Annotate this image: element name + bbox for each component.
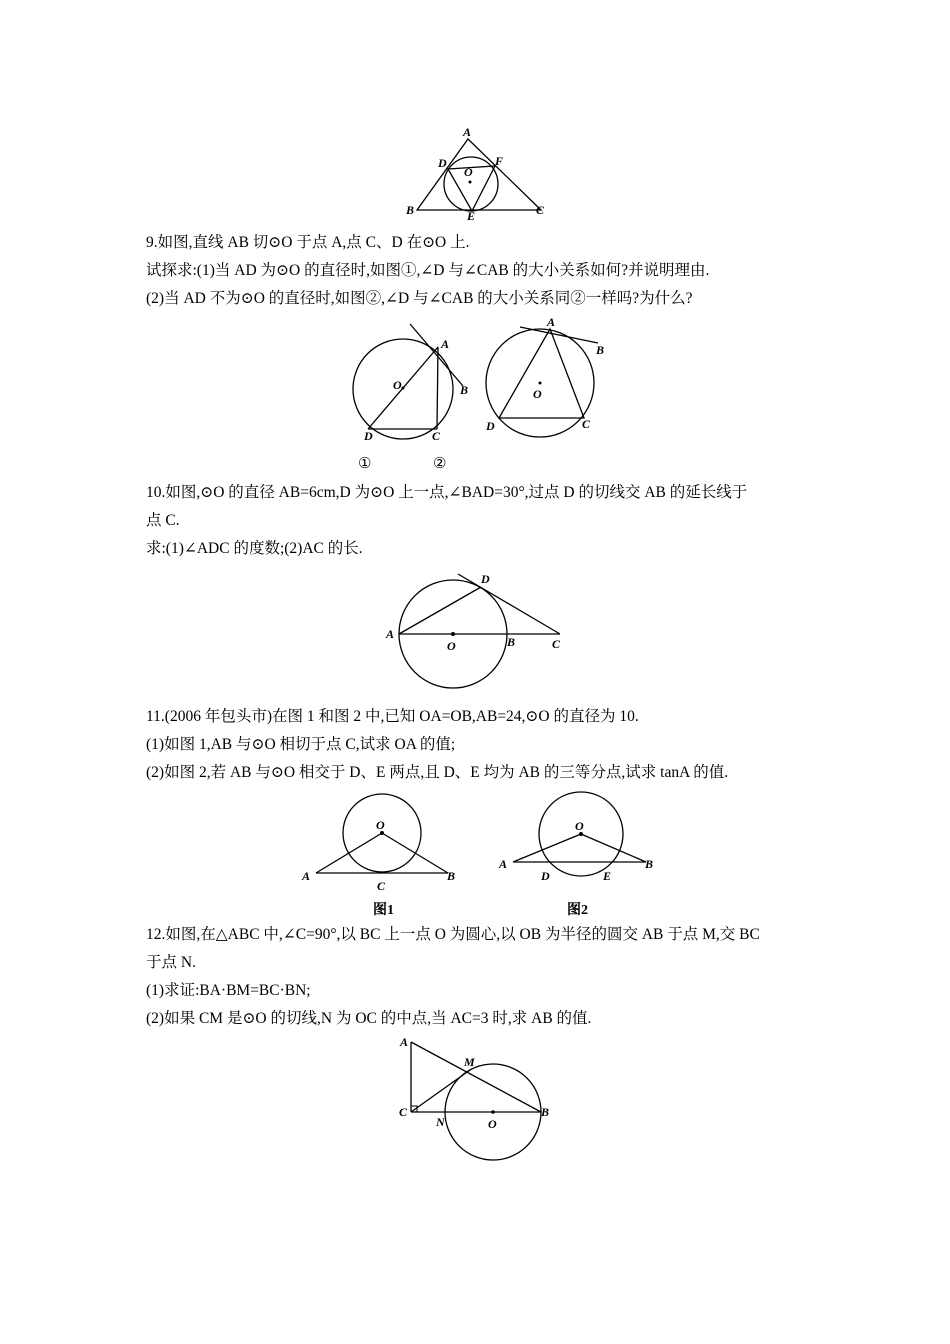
caption-fig2: 图2 (567, 903, 588, 918)
label-e: E (603, 869, 612, 883)
label-o: O (376, 818, 385, 832)
label-n: N (436, 1115, 445, 1129)
label-o: O (464, 165, 473, 179)
chord-ad (399, 587, 481, 634)
figure-q11-1 (298, 796, 473, 920)
q11-line-1: 11.(2006 年包头市)在图 1 和图 2 中,已知 OA=OB,AB=24,⊙O 的直径为 10. (146, 708, 639, 725)
label-o: O (533, 387, 542, 401)
tangent-ab (520, 327, 598, 343)
figure-q12 (396, 1034, 566, 1164)
q12-line-2: 于点 N. (146, 954, 196, 971)
label-a: A (547, 315, 556, 329)
label-b: B (447, 869, 456, 883)
q10-line-1: 10.如图,⊙O 的直径 AB=6cm,D 为⊙O 上一点,∠BAD=30°,过点 D 的切线交 AB 的延长线于 (146, 484, 748, 501)
label-b: B (406, 203, 415, 217)
segment-oa (316, 833, 382, 873)
label-o: O (575, 819, 584, 833)
label-a: A (400, 1035, 409, 1049)
q9-line-3: (2)当 AD 不为⊙O 的直径时,如图②,∠D 与∠CAB 的大小关系同②一样吗?为什么? (146, 290, 693, 307)
caption-fig1: 图1 (373, 903, 394, 918)
label-c: C (582, 417, 591, 431)
figure-q10 (380, 568, 580, 692)
figure-q9-2 (420, 316, 620, 472)
q12-line-3: (1)求证:BA·BM=BC·BN; (146, 982, 311, 999)
segment-cm (411, 1070, 470, 1112)
label-a: A (302, 869, 311, 883)
label-o: O (393, 378, 402, 392)
label-b: B (645, 857, 654, 871)
caption-1: ① (358, 456, 372, 472)
caption-2: ② (433, 456, 447, 472)
label-a: A (386, 627, 395, 641)
segment-ob (581, 834, 646, 862)
center-dot (469, 181, 472, 184)
q10-line-3: 求:(1)∠ADC 的度数;(2)AC 的长. (146, 540, 363, 557)
label-b: B (541, 1105, 550, 1119)
label-f: F (495, 154, 504, 168)
label-c: C (552, 637, 561, 651)
label-b: B (507, 635, 516, 649)
q9-line-1: 9.如图,直线 AB 切⊙O 于点 A,点 C、D 在⊙O 上. (146, 234, 470, 251)
label-e: E (467, 209, 476, 223)
center-dot (491, 1110, 495, 1114)
q12-line-1: 12.如图,在△ABC 中,∠C=90°,以 BC 上一点 O 为圆心,以 OB 为半径的圆交 AB 于点 M,交 BC (146, 926, 760, 943)
label-b: B (596, 343, 605, 357)
hypotenuse-ab (411, 1042, 541, 1112)
triangle-abc (417, 139, 541, 210)
q11-line-2: (1)如图 1,AB 与⊙O 相切于点 C,试求 OA 的值; (146, 736, 456, 753)
label-d: D (541, 869, 550, 883)
q11-line-3: (2)如图 2,若 AB 与⊙O 相交于 D、E 两点,且 D、E 均为 AB 的三等分点,试求 tanA 的值. (146, 764, 729, 781)
q9-line-2: 试探求:(1)当 AD 为⊙O 的直径时,如图①,∠D 与∠CAB 的大小关系如何?并说明理由. (146, 262, 710, 279)
tangent-dc (458, 574, 560, 634)
center-dot (539, 382, 542, 385)
label-c: C (432, 429, 441, 443)
figure-q8 (400, 124, 560, 224)
label-b: B (460, 383, 469, 397)
label-c: C (399, 1105, 408, 1119)
label-d: D (486, 419, 495, 433)
label-d: D (364, 429, 373, 443)
segment-ob (382, 833, 448, 873)
label-a: A (441, 337, 450, 351)
label-d: D (481, 572, 490, 586)
label-a: A (463, 125, 472, 139)
label-m: M (464, 1055, 475, 1069)
label-d: D (438, 156, 447, 170)
q10-line-2: 点 C. (146, 512, 180, 529)
label-c: C (377, 879, 386, 893)
center-dot (402, 387, 405, 390)
label-o: O (488, 1117, 497, 1131)
label-a: A (499, 857, 508, 871)
label-o: O (447, 639, 456, 653)
triangle-adc (499, 329, 584, 418)
q12-line-4: (2)如果 CM 是⊙O 的切线,N 为 OC 的中点,当 AC=3 时,求 AB 的值. (146, 1010, 592, 1027)
center-dot (451, 632, 455, 636)
figure-q11-2 (494, 796, 669, 920)
label-c: C (536, 203, 545, 217)
